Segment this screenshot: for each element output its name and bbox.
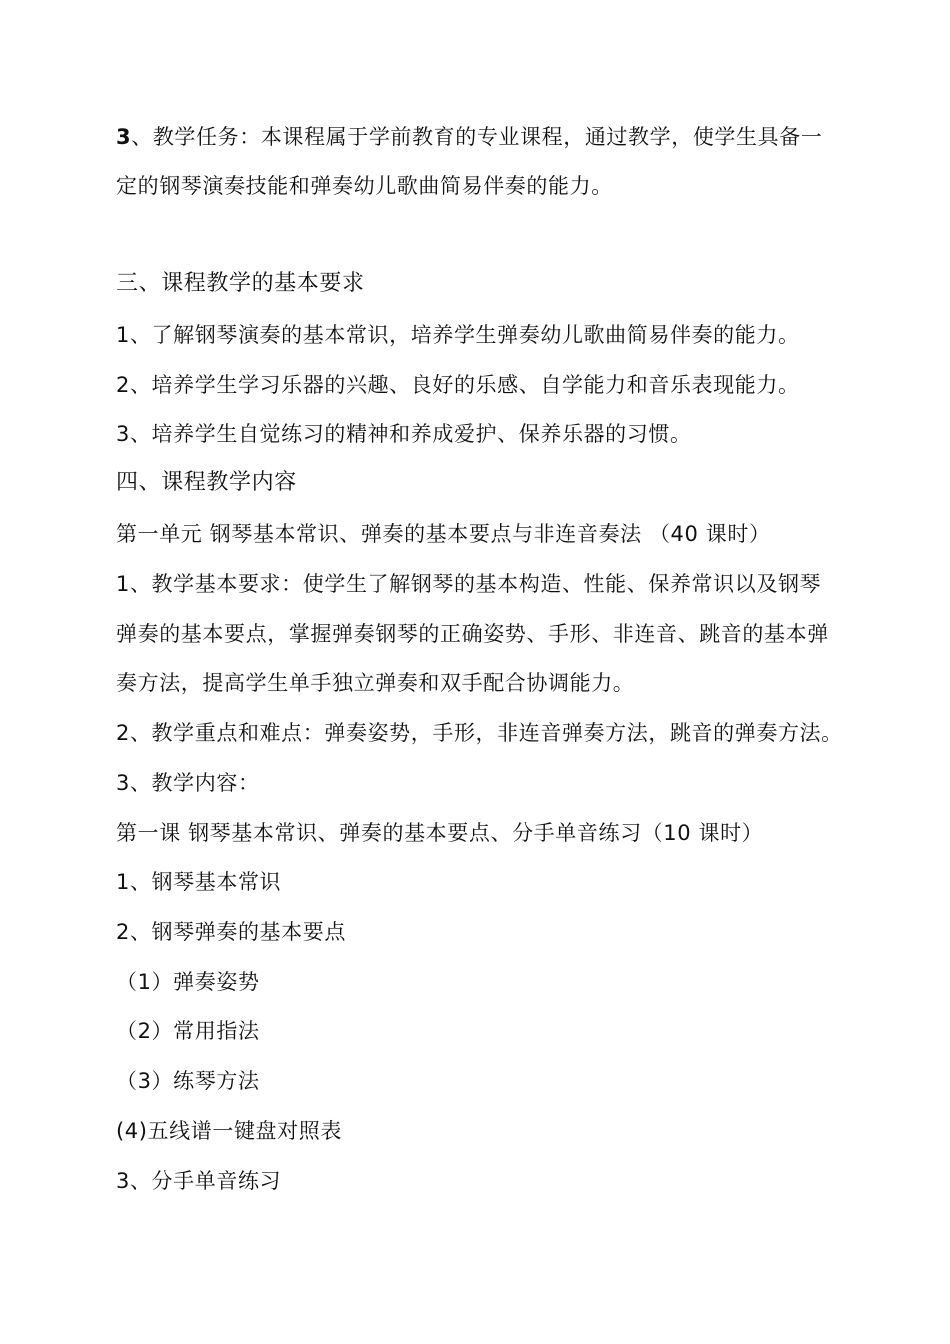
lesson-item-3: 3、分手单音练习 — [116, 1169, 282, 1193]
lesson-item-2: 2、钢琴弹奏的基本要点 — [116, 920, 346, 944]
lesson-subitem-3: （3）练琴方法 — [116, 1069, 260, 1093]
teaching-task-line-2: 定的钢琴演奏技能和弹奏幼儿歌曲简易伴奏的能力。 — [116, 174, 613, 198]
lesson-one-title: 第一课 钢琴基本常识、弹奏的基本要点、分手单音练习（10 课时） — [116, 821, 764, 845]
teaching-content-label: 3、教学内容： — [116, 771, 260, 795]
teaching-task-line-1 — [116, 123, 822, 151]
basic-requirement-line-3: 奏方法，提高学生单手独立弹奏和双手配合协调能力。 — [116, 671, 635, 695]
lesson-subitem-1: （1）弹奏姿势 — [116, 970, 260, 994]
basic-requirement-line-2: 弹奏的基本要点，掌握弹奏钢琴的正确姿势、手形、非连音、跳音的基本弹 — [116, 622, 829, 646]
lesson-item-1: 1、钢琴基本常识 — [116, 870, 282, 894]
unit-one-title: 第一单元 钢琴基本常识、弹奏的基本要点与非连音奏法 （40 课时） — [116, 522, 771, 546]
requirement-item-3: 3、培养学生自觉练习的精神和养成爱护、保养乐器的习惯。 — [116, 422, 692, 446]
lesson-subitem-2: （2）常用指法 — [116, 1019, 260, 1043]
requirement-item-2: 2、培养学生学习乐器的兴趣、良好的乐感、自学能力和音乐表现能力。 — [116, 373, 800, 397]
basic-requirement-line-1: 1、教学基本要求：使学生了解钢琴的基本构造、性能、保养常识以及钢琴 — [116, 572, 822, 596]
section-heading-basic-requirements: 三、课程教学的基本要求 — [116, 271, 365, 296]
section-heading-content: 四、课程教学内容 — [116, 470, 297, 495]
teaching-task-text: 、教学任务：本课程属于学前教育的专业课程，通过教学，使学生具备一 — [131, 125, 823, 149]
item-number: 3 — [116, 125, 132, 149]
lesson-subitem-4: (4)五线谱一键盘对照表 — [116, 1119, 342, 1143]
key-points-line: 2、教学重点和难点：弹奏姿势，手形，非连音弹奏方法，跳音的弹奏方法。 — [116, 721, 843, 745]
requirement-item-1: 1、了解钢琴演奏的基本常识，培养学生弹奏幼儿歌曲简易伴奏的能力。 — [116, 323, 800, 347]
